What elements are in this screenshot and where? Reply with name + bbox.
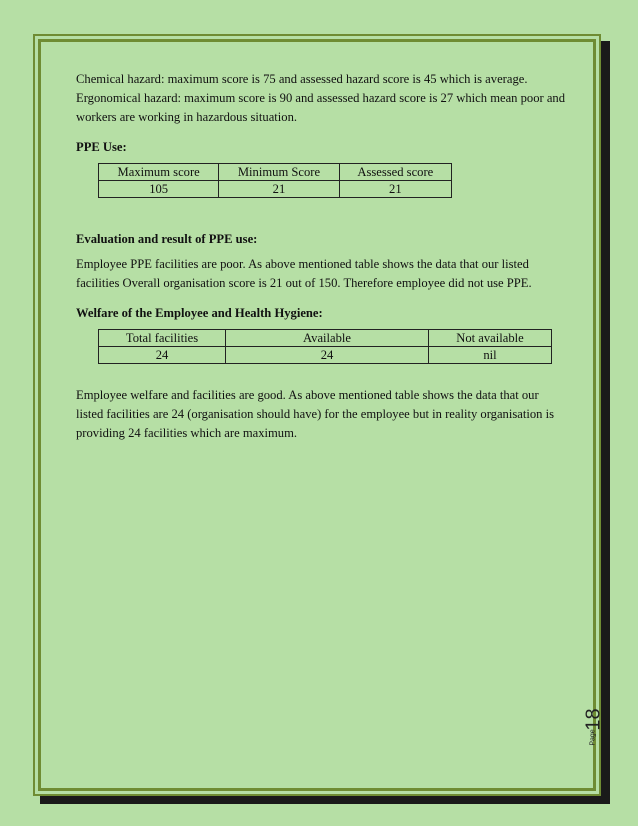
table-header-cell: Assessed score: [339, 164, 451, 181]
table-header-cell: Not available: [429, 330, 552, 347]
table-row: [99, 181, 452, 198]
table-cell: nil: [429, 347, 552, 364]
ppe-use-heading: PPE Use:: [76, 140, 127, 154]
ppe-table: [98, 163, 452, 198]
table-header-cell: Maximum score: [99, 164, 219, 181]
evaluation-heading: Evaluation and result of PPE use:: [76, 232, 258, 246]
table-header-row: [99, 330, 552, 347]
page-number-value: 18: [582, 708, 605, 731]
table-cell: 21: [219, 181, 339, 198]
table-header-cell: Total facilities: [99, 330, 226, 347]
table-cell: 24: [226, 347, 429, 364]
table-row: [99, 347, 552, 364]
ergonomical-hazard-text: Ergonomical hazard: maximum score is 90 and assessed hazard score is 27 which mean poor and workers are working in hazardous situation.: [76, 91, 566, 124]
page-number: [582, 700, 611, 746]
document-body: [76, 70, 566, 443]
table-header-cell: Minimum Score: [219, 164, 339, 181]
table-cell: 24: [99, 347, 226, 364]
welfare-heading: Welfare of the Employee and Health Hygiene:: [76, 306, 323, 320]
table-cell: 105: [99, 181, 219, 198]
table-cell: 21: [339, 181, 451, 198]
chemical-hazard-text: Chemical hazard: maximum score is 75 and assessed hazard score is 45 which is average.: [76, 72, 528, 86]
evaluation-text: Employee PPE facilities are poor. As above mentioned table shows the data that our listed facilities Overall organisation score is 21 out of 150. Therefore employee did not use PPE.: [76, 257, 532, 290]
table-header-row: [99, 164, 452, 181]
table-header-cell: Available: [226, 330, 429, 347]
welfare-text: Employee welfare and facilities are good. As above mentioned table shows the data that our listed facilities are 24 (organisation should have) for the employee but in reality organisation is providing 24 facilities which are maximum.: [76, 388, 554, 440]
page-label: Page: [589, 729, 597, 746]
welfare-table: [98, 329, 552, 364]
